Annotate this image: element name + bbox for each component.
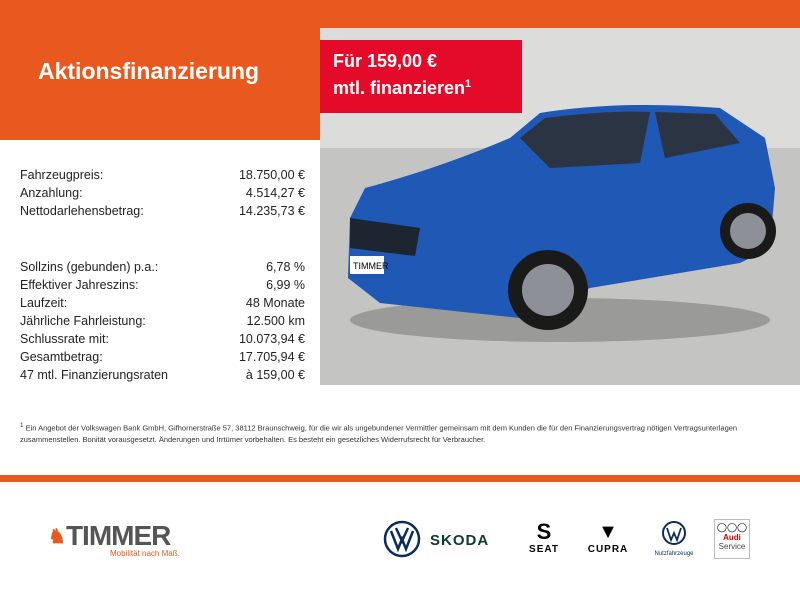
page-title: Aktionsfinanzierung [38,58,260,84]
promo-line2: mtl. finanzieren [333,78,466,98]
row-total: Gesamtbetrag: 17.705,94 € [20,350,305,364]
row-downpayment: Anzahlung: 4.514,27 € [20,186,305,200]
price-list [20,166,305,220]
footnote: $^1$ Ein Angebot der Volkswagen Bank GmbH, Gifhornerstraße 57, 38112 Braunschweig, für die wir als ungebundener Vermittler gemeinsam mit dem Kunden die für den Finanzierungsvertrag nötigen Vertragsunterlagen zusammenstellen. Bonität vorausgesetzt. Änderungen und Irrtümer vorbehalten. Es besteht ein gesetzliches Widerrufsrecht für Verbraucher. [20,422,738,444]
cupra-logo: ▼ CUPRA [580,520,636,555]
row-interest: Sollzins (gebunden) p.a.: 6,78 % [20,260,305,274]
seat-s-icon: S [536,519,552,544]
row-mileage: Jährliche Fahrleistung: 12.500 km [20,314,305,328]
seat-logo: S SEAT [522,520,566,555]
audi-service-logo: ◯◯◯ Audi Service [714,519,750,559]
promo-line1: Für 159,00 € [333,51,438,71]
promo-badge: Für 159,00 € mtl. finanzieren$^1$ [320,40,522,113]
finance-list [20,258,305,384]
cupra-icon: ▼ [598,521,618,543]
divider-band [0,475,800,482]
timmer-logo: ♞ TIMMER Mobilität nach Maß. [48,520,180,558]
vw-logo [383,520,421,558]
row-final-rate: Schlussrate mit: 10.073,94 € [20,332,305,346]
vw-icon [661,520,687,546]
vw-nutzfahrzeuge-logo: Nutzfahrzeuge [650,520,698,557]
timmer-horse-icon: ♞ [48,525,66,548]
row-net-loan: Nettodarlehensbetrag: 14.235,73 € [20,204,305,218]
audi-rings-icon: ◯◯◯ [716,522,748,532]
top-band [0,0,800,28]
svg-text:TIMMER: TIMMER [353,261,389,271]
row-term: Laufzeit: 48 Monate [20,296,305,310]
row-installments: 47 mtl. Finanzierungsraten à 159,00 € [20,368,305,382]
skoda-logo: SKODA [430,532,490,549]
row-apr: Effektiver Jahreszins: 6,99 % [20,278,305,292]
row-price: Fahrzeugpreis: 18.750,00 € [20,168,305,182]
